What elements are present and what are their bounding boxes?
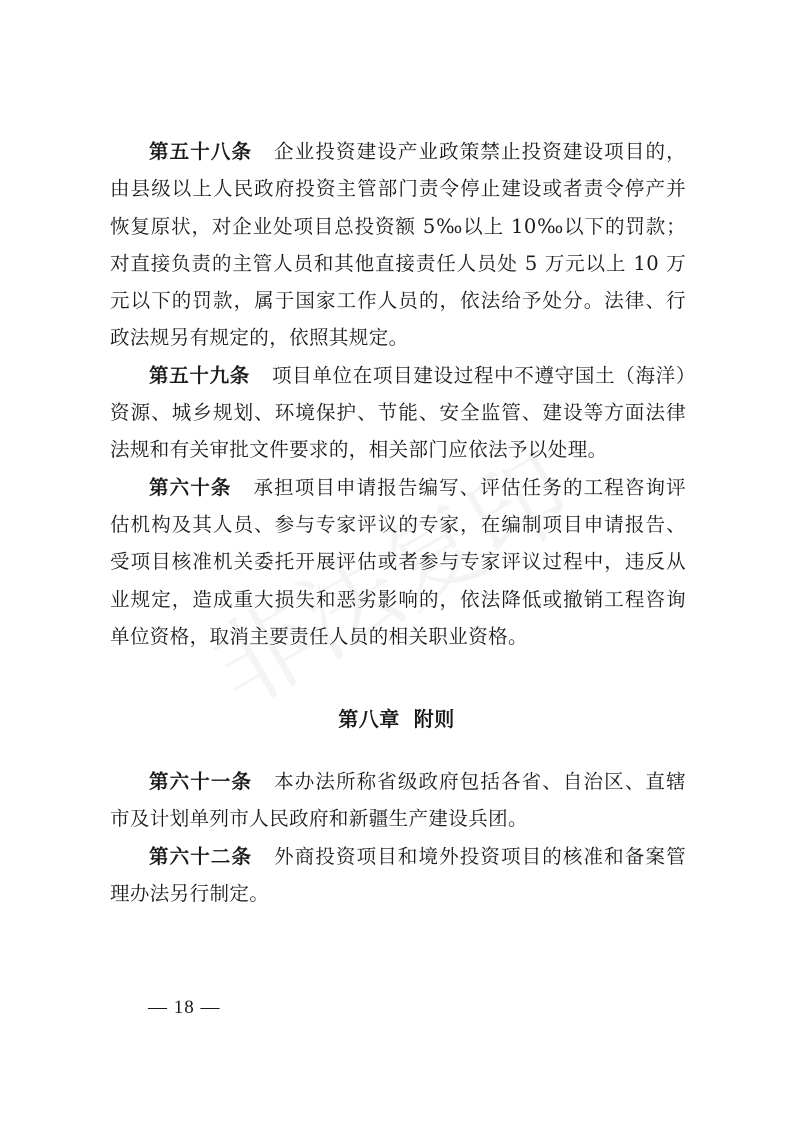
article-text: 承担项目申请报告编写、评估任务的工程咨询评估机构及其人员、参与专家评议的专家，在编制项目申请报告、受项目核准机关委托开展评估或者参与专家评议过程中，违反从业规定，造成重大损失和恶劣影响的，依法降低或撤销工程咨询单位资格，取消主要责任人员的相关职业资格。 bbox=[110, 475, 686, 648]
article-59 bbox=[110, 357, 686, 469]
article-text: 外商投资项目和境外投资项目的核准和备案管理办法另行制定。 bbox=[110, 844, 686, 905]
article-label: 第五十九条 bbox=[149, 363, 250, 387]
article-text: 企业投资建设产业政策禁止投资建设项目的，由县级以上人民政府投资主管部门责令停止建设或者责令停产并恢复原状，对企业处项目总投资额 5‰以上 10‰以下的罚款；对直接负责的主管人员和其他直接责任人员处 5 万元以上 10 万元以下的罚款，属于国家工作人员的，依法给予处分。法律、行政法规另有规定的，依照其规定。 bbox=[110, 140, 686, 350]
article-label: 第六十二条 bbox=[149, 844, 253, 868]
article-58 bbox=[110, 133, 686, 357]
article-text: 项目单位在项目建设过程中不遵守国土（海洋）资源、城乡规划、环境保护、节能、安全监管、建设等方面法律法规和有关审批文件要求的，相关部门应依法予以处理。 bbox=[110, 363, 686, 462]
articles-block-1 bbox=[110, 133, 686, 655]
page-number: — 18 — bbox=[148, 997, 221, 1018]
chapter-title: 附则 bbox=[413, 707, 455, 731]
article-label: 第六十一条 bbox=[149, 770, 253, 793]
article-label: 第六十条 bbox=[149, 475, 232, 499]
articles-block-2 bbox=[110, 763, 686, 912]
article-60 bbox=[110, 469, 686, 655]
chapter-heading bbox=[0, 703, 793, 732]
article-62 bbox=[110, 838, 686, 913]
chapter-number: 第八章 bbox=[338, 707, 400, 731]
article-label: 第五十八条 bbox=[149, 140, 253, 163]
article-text: 本办法所称省级政府包括各省、自治区、直辖市及计划单列市人民政府和新疆生产建设兵团。 bbox=[110, 770, 686, 831]
article-61 bbox=[110, 763, 686, 838]
